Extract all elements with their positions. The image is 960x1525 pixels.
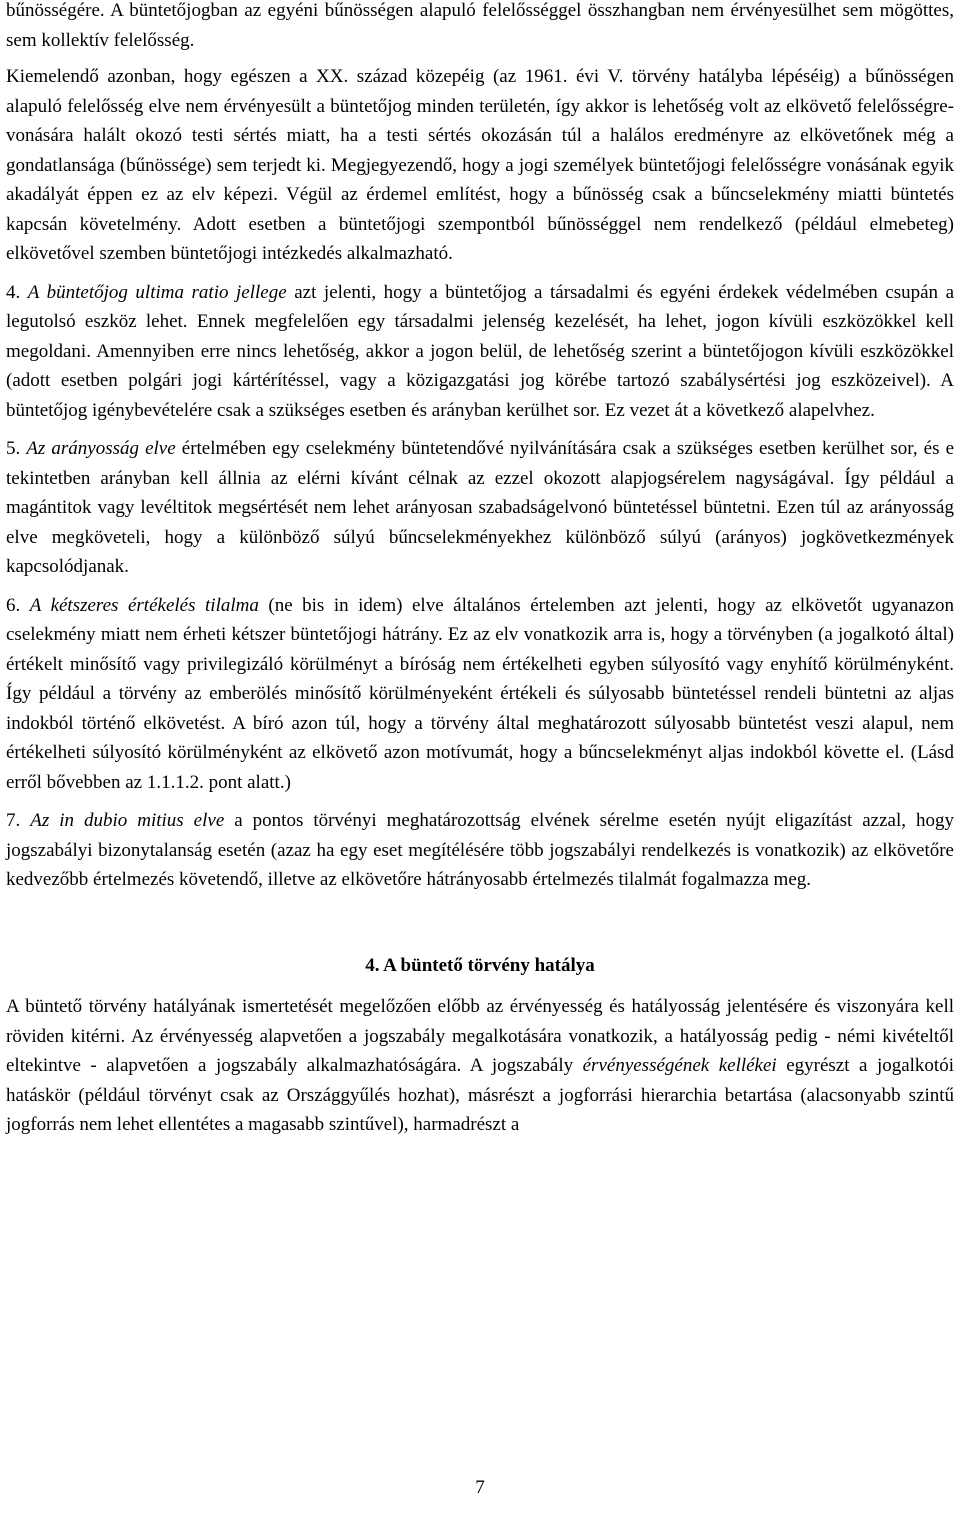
principle-title: A kétszeres értékelés tilalma (29, 594, 259, 616)
principle-title: Az arányosság elve (26, 438, 176, 459)
paragraph-historical: Kiemelendő azonban, hogy egészen a XX. század közepéig (az 1961. évi V. törvény hatályba lépéséig) a bűnösségen alapuló felelősség elve nem érvényesült a büntetőjog minden területén, így akkor is lehetőség volt az elkövető felelősségre-vonására halált okozó testi sértés miatt, ha a testi sértés okozásán túl a halálos eredményre az elkövetőnek még a gondatlansága (bűnössége) sem terjedt ki. Megjegyezendő, hogy a jogi személyek büntetőjogi felelősségre vonásának egyik akadályát éppen ez az elv képezi. Végül az érdemel említést, hogy a bűnösség csak a bűncselekmény miatti büntetés kapcsán követelmény. Adott esetben a büntetőjogi szempontból bűnösséggel nem rendelkező (például elmebeteg) elkövetővel szemben büntetőjogi intézkedés alkalmazható. (6, 66, 954, 264)
scope-text-a: A büntető törvény hatályának ismertetését megelőzően előbb az érvényesség és hatályosság jelentésére és viszonyára kell röviden kitérni. Az érvényesség alapvetően a jogszabály megalkotására vonatkozik, a hatályosság pedig - némi kivételtől eltekintve - alapvetően a jogszabály alkalmazhatóságára. A jogszabály (6, 996, 954, 1076)
item-number: 6. (6, 594, 30, 616)
paragraph-intro: bűnösségére. A büntetőjogban az egyéni bűnösségen alapuló felelősséggel összhangban nem érvényesülhet sem mögöttes, sem kollektív felelősség. (6, 0, 954, 51)
principle-text: értelmében egy cselekmény büntetendővé nyilvánítására csak a szükséges esetben kerülhet sor, és e tekintetben arányban kell állnia az elérni kívánt célnak az ezzel okozott alapjogsérelem nagyságával. Így például a magántitok vagy levéltitok megsértését nem lehet arányosan szabadságelvonó büntetéssel büntetni. Ezen túl az arányosság elve megköveteli, hogy a különböző súlyú bűncselekményekhez különböző súlyú (arányos) jogkövetkezmények kapcsolódjanak. (6, 438, 954, 577)
paragraph-scope (6, 992, 954, 1140)
scope-text-b: egyrészt a jogalkotói hatáskör (például törvényt csak az Országgyűlés hozhat), másrészt a jogforrási hierarchia betartása (alacsonyabb szintű jogforrás nem lehet ellentétes a magasabb szintűvel), harmadrészt a (6, 1055, 954, 1135)
principle-text: (ne bis in idem) elve általános értelemben azt jelenti, hogy az elkövetőt ugyanazon cselekmény miatt nem érheti kétszer büntetőjogi hátrány. Ez az elv vonatkozik arra is, hogy a törvényben (a jogalkotó által) értékelt minősítő vagy privilegizáló körülményt a bíróság nem értékelheti egyben súlyosító vagy enyhítő körülményként. Így például a törvény az emberölés minősítő körülményeként értékeli és súlyosabb büntetéssel rendeli büntetni az aljas indokból történő elkövetést. A bíró azon túl, hogy a törvény által meghatározott súlyosabb büntetést veszi alapul, nem értékelheti súlyosító körülményként az elkövető azon motívumát, hogy a bűncselekményt aljas indokból követte el. (Lásd erről bővebben az 1.1.1.2. pont alatt.) (6, 594, 954, 793)
item-number: 4. (6, 281, 28, 303)
item-number: 5. (6, 438, 27, 459)
section-heading: 4. A büntető törvény hatálya (365, 954, 595, 976)
paragraph-ultima-ratio (6, 278, 954, 426)
paragraph-ne-bis-in-idem (6, 591, 954, 798)
principle-title: A büntetőjog ultima ratio jellege (27, 281, 287, 303)
principle-title: Az in dubio mitius elve (30, 810, 225, 831)
validity-requirements-term: érvényességének kellékei (582, 1055, 777, 1076)
page-number: 7 (475, 1477, 485, 1498)
principle-text: a pontos törvényi meghatározottság elvének sérelme esetén nyújt eligazítást azzal, hogy jogszabályi bizonytalanság esetén (azaz ha egy eset megítélésére több jogszabályi rendelkezés is vonatkozik) az elkövetőre kedvezőbb értelmezés követendő, illetve az elkövetőre hátrányosabb értelmezés tilalmát fogalmazza meg. (6, 810, 954, 890)
paragraph-proportionality (6, 434, 954, 582)
principle-text: azt jelenti, hogy a büntetőjog a társadalmi és egyéni érdekek védelmében csupán a legutolsó eszköz lehet. Ennek megfelelően egy társadalmi jelenség kezelését, ha lehet, jogon kívüli eszközökkel kell megoldani. Amennyiben erre nincs lehetőség, akkor a jogon belül, de lehetőség szerint a büntetőjogon kívüli eszközökkel (adott esetben polgári jogi kártérítéssel, vagy a közigazgatási jog körébe tartozó szabálysértési jog eszközeivel). A büntetőjog igénybevételére csak a szükséges esetben és arányban kerülhet sor. Ez vezet át a következő alapelvhez. (6, 281, 954, 421)
paragraph-in-dubio-mitius (6, 806, 954, 895)
item-number: 7. (6, 810, 31, 831)
